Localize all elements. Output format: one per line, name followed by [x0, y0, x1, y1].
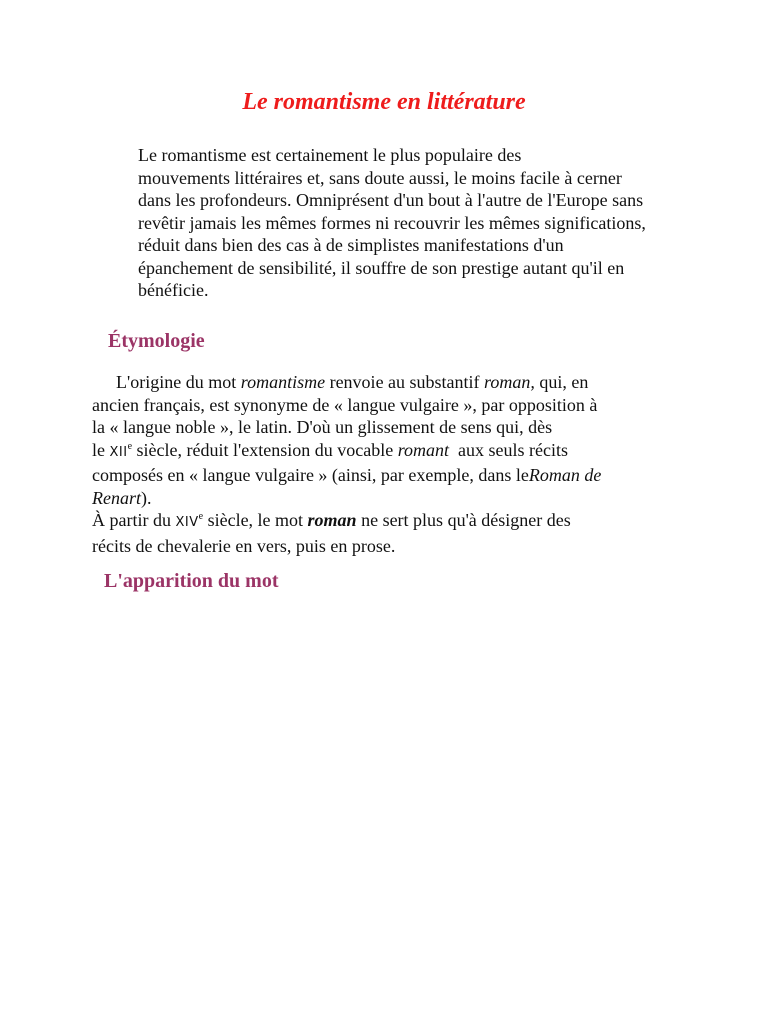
intro-paragraph [92, 144, 692, 302]
etym-line [92, 371, 692, 394]
emphasis-roman-bold: roman [307, 510, 357, 530]
intro-line: revêtir jamais les mêmes formes ni recouvrir les mêmes significations, [138, 212, 646, 233]
text-run: ). [141, 487, 152, 508]
intro-line: mouvements littéraires et, sans doute aussi, le moins facile à cerner [138, 167, 622, 188]
intro-line: réduit dans bien des cas à de simplistes manifestations d'un [138, 235, 564, 255]
etym-line [92, 439, 692, 465]
text-run: composés en « langue vulgaire » (ainsi, par exemple, dans le [92, 465, 529, 485]
etym-line [92, 509, 692, 535]
intro-line: Le romantisme est certainement le plus populaire des [138, 145, 522, 165]
text-run: aux seuls récits [449, 439, 569, 460]
century-superscript: e [198, 511, 204, 522]
text-run: L'origine du mot [116, 372, 241, 392]
etym-line [92, 464, 692, 487]
emphasis-romant: romant [397, 439, 450, 460]
document-title: Le romantisme en littérature [242, 89, 526, 115]
etym-line: la « langue noble », le latin. D'où un glissement de sens qui, dès [92, 417, 553, 437]
text-run: siècle, réduit l'extension du vocable [132, 439, 398, 460]
emphasis-roman: roman, [484, 372, 535, 392]
emphasis-renart: Renart [92, 487, 141, 508]
intro-line: épanchement de sensibilité, il souffre de son prestige autant qu'il en [138, 257, 625, 278]
text-run: À partir du [92, 510, 176, 530]
etymologie-paragraph [92, 371, 692, 557]
emphasis-romantisme: romantisme [240, 372, 326, 392]
intro-line: dans les profondeurs. Omniprésent d'un bout à l'autre de l'Europe sans [138, 190, 644, 210]
text-run: ne sert plus qu'à désigner des [356, 510, 571, 530]
emphasis-roman-de-renart: Roman de [528, 465, 602, 485]
etym-line [92, 487, 692, 510]
etym-line: ancien français, est synonyme de « langue vulgaire », par opposition à [92, 394, 598, 415]
century-superscript: e [127, 440, 133, 452]
century-numeral: XII [109, 444, 128, 460]
text-run: renvoie au substantif [325, 372, 485, 392]
text-run: le [92, 439, 110, 460]
intro-line: bénéficie. [138, 280, 209, 300]
etym-line: récits de chevalerie en vers, puis en prose. [92, 535, 396, 556]
section-heading-etymologie: Étymologie [108, 330, 205, 352]
section-heading-apparition: L'apparition du mot [104, 570, 279, 592]
text-run: siècle, le mot [203, 510, 308, 530]
text-run: qui, en [534, 372, 589, 392]
century-numeral: XIV [175, 515, 199, 530]
